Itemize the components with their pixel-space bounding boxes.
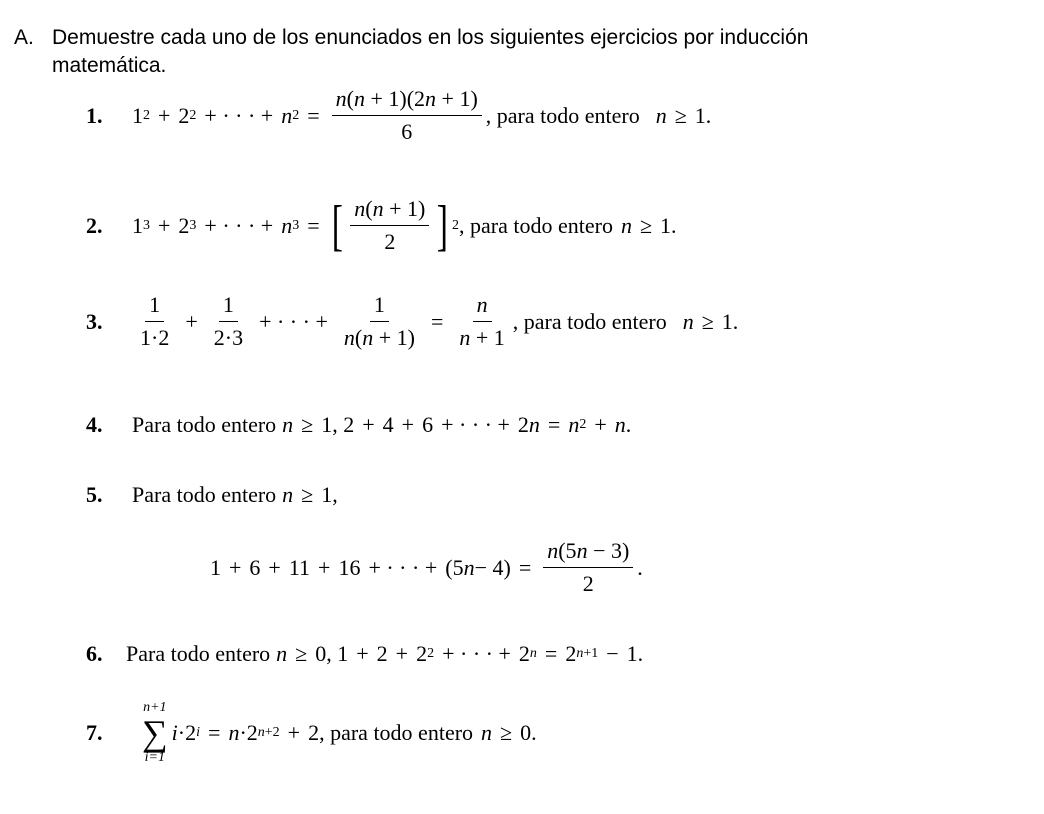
formula-3: $\frac{1}{1\cdot 2}$ + $\frac{1}{2\cdot 3}$ + · · · + $\frac{1}{n(n + 1)}$ = $\frac{n}{n + 1}$ bbox=[140, 292, 505, 350]
exercise-2: 2. 1 3 + 2 3 + · · · + n 3 = [ $\frac{n(n + 1)}{2}$ ] 2 , para todo entero n ≥ 1. bbox=[86, 194, 677, 257]
formula-2: 1 3 + 2 3 + · · · + n 3 = [ $\frac{n(n + 1)}{2}$ ] 2 bbox=[132, 194, 460, 257]
header-line-1: A. Demuestre cada uno de los enunciados en los siguientes ejercicios por inducción bbox=[14, 24, 1024, 52]
exercise-4: 4. Para todo entero n ≥ 1, 2 + 4 + 6 + · · · + 2 n = n 2 + n . bbox=[86, 412, 632, 437]
exercise-5: 5. Para todo entero n ≥ 1, bbox=[86, 482, 338, 507]
exercise-number: 6. bbox=[86, 641, 103, 666]
exercise-number: 7. bbox=[86, 720, 103, 745]
formula-5: 1 + 6 + 11 + 16 + · · · + (5 n − 4) = $\frac{n(5n - 3)}{2}$ . bbox=[210, 538, 643, 596]
section-letter: A. bbox=[14, 26, 34, 49]
exercise-number: 3. bbox=[86, 308, 103, 334]
formula-6: n ≥ 0, 1 + 2 + 2 2 + · · · + 2 n = 2 n+1 − 1. bbox=[276, 641, 644, 666]
exercise-6: 6. Para todo entero n ≥ 0, 1 + 2 + 2 2 + · · · + 2 n = 2 n+1 − 1. bbox=[86, 641, 644, 666]
exercise-number: 5. bbox=[86, 482, 103, 507]
exercise-3: 3. $\frac{1}{1\cdot 2}$ + $\frac{1}{2\cdot 3}$ + · · · + $\frac{1}{n(n + 1)}$ = $\frac{n}{n + 1}$ , para todo entero n ≥ 1. bbox=[86, 292, 739, 350]
exercise-number: 2. bbox=[86, 212, 103, 238]
exercise-number: 1. bbox=[86, 102, 103, 128]
exercise-1: 1. 1 2 + 2 2 + · · · + n 2 = $\frac{n(n + 1)(2n + 1)}{6}$ , para todo entero n ≥ 1. bbox=[86, 86, 712, 144]
formula-4: n ≥ 1, 2 + 4 + 6 + · · · + 2 n = n 2 + n . bbox=[282, 412, 632, 437]
formula-7: n+1 ∑ i=1 i ·2 i = n ·2 n+2 + 2 bbox=[142, 700, 320, 765]
header-line-2: matemática. bbox=[52, 54, 167, 77]
formula-1: 1 2 + 2 2 + · · · + n 2 = $\frac{n(n + 1)(2n + 1)}{6}$ bbox=[132, 86, 486, 145]
exercise-header bbox=[14, 24, 1024, 80]
exercise-number: 4. bbox=[86, 412, 103, 437]
exercise-7: 7. n+1 ∑ i=1 i ·2 i = n ·2 n+2 + 2 , para todo entero n ≥ 0. bbox=[86, 700, 537, 765]
